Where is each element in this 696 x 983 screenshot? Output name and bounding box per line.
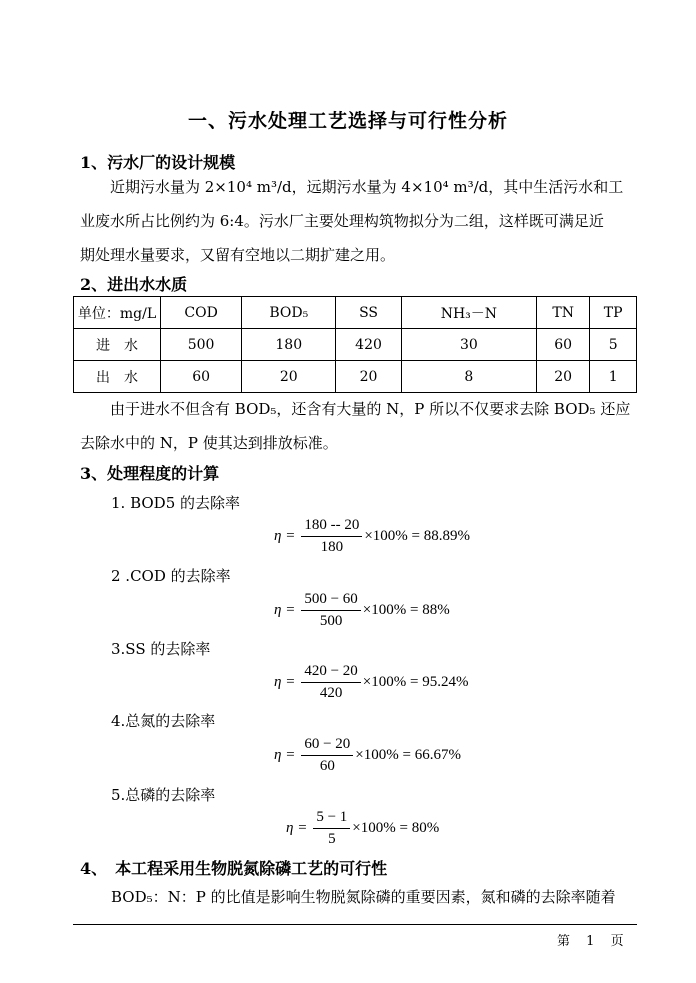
formula-rhs: ×100% = 88.89% <box>364 528 470 544</box>
formula-numerator: 60 − 20 <box>301 736 353 756</box>
table-cell: 20 <box>537 361 590 393</box>
formula <box>274 517 470 556</box>
formula-lhs: η = <box>286 820 308 836</box>
formula-lhs: η = <box>274 674 296 690</box>
page-number-value: 1 <box>586 934 595 949</box>
page-suffix: 页 <box>610 934 624 949</box>
section-2-note-line-1: 由于进水不但含有 BOD₅，还含有大量的 N，P 所以不仅要求去除 BOD₅ 还应 <box>110 400 631 418</box>
formula-rhs: ×100% = 80% <box>352 820 440 836</box>
table-cell: 5 <box>590 329 637 361</box>
formula-lhs: η = <box>274 528 296 544</box>
table-cell: 60 <box>161 361 242 393</box>
formula-denominator: 500 <box>319 613 343 629</box>
table-cell: 出 水 <box>74 361 161 393</box>
table-header-row <box>74 297 637 329</box>
table-cell: 20 <box>242 361 336 393</box>
formula <box>286 809 439 848</box>
formula-numerator: 500 − 60 <box>301 591 360 611</box>
formula-denominator: 60 <box>319 758 335 774</box>
section-2-heading: 2、进出水水质 <box>80 275 188 294</box>
footer-rule <box>73 924 637 925</box>
formula <box>274 663 468 702</box>
section-4-paragraph: BOD₅：N：P 的比值是影响生物脱氮除磷的重要因素，氮和磷的去除率随着 <box>111 888 616 906</box>
table-cell: 20 <box>336 361 401 393</box>
formula <box>274 591 450 630</box>
formula-fraction <box>301 663 360 702</box>
page-number <box>557 930 624 949</box>
formula-denominator: 420 <box>319 685 343 701</box>
formula-numerator: 420 − 20 <box>301 663 360 683</box>
calc-item-label: 3.SS 的去除率 <box>111 640 211 658</box>
formula-numerator: 180 -- 20 <box>301 517 362 537</box>
formula-fraction <box>301 591 360 630</box>
calc-item-label: 4.总氮的去除率 <box>111 712 216 730</box>
table-cell: 8 <box>401 361 536 393</box>
formula-denominator: 5 <box>328 831 336 847</box>
formula-fraction <box>301 736 353 775</box>
section-1-line-3: 期处理水量要求，又留有空地以二期扩建之用。 <box>80 246 396 264</box>
section-4-heading: 4、 本工程采用生物脱氮除磷工艺的可行性 <box>80 859 388 878</box>
table-cell: 60 <box>537 329 590 361</box>
formula-rhs: ×100% = 88% <box>362 602 450 618</box>
page-title: 一、污水处理工艺选择与可行性分析 <box>187 110 508 132</box>
section-1-line-1: 近期污水量为 2×10⁴ m³/d，远期污水量为 4×10⁴ m³/d，其中生活污水和工 <box>110 178 624 196</box>
table-cell: BOD₅ <box>242 297 336 329</box>
table-row <box>74 329 637 361</box>
table-cell: SS <box>336 297 401 329</box>
table-cell: NH₃－N <box>401 297 536 329</box>
calc-item-label: 2 .COD 的去除率 <box>111 567 231 585</box>
formula-numerator: 5 − 1 <box>313 809 350 829</box>
table-cell: TP <box>590 297 637 329</box>
table-cell: 单位：mg/L <box>74 297 161 329</box>
table-cell: 30 <box>401 329 536 361</box>
section-2-note <box>80 392 640 460</box>
section-1-paragraph <box>80 170 640 272</box>
calc-item-label: 1. BOD5 的去除率 <box>111 494 241 512</box>
table-cell: 500 <box>161 329 242 361</box>
formula-lhs: η = <box>274 747 296 763</box>
formula-fraction <box>313 809 350 848</box>
formula-rhs: ×100% = 66.67% <box>355 747 461 763</box>
formula-lhs: η = <box>274 602 296 618</box>
formula-fraction <box>301 517 362 556</box>
page-prefix: 第 <box>557 934 571 949</box>
table-cell: 进 水 <box>74 329 161 361</box>
table-cell: 180 <box>242 329 336 361</box>
calc-item-label: 5.总磷的去除率 <box>111 786 216 804</box>
table-cell: 420 <box>336 329 401 361</box>
table-cell: 1 <box>590 361 637 393</box>
section-1-heading: 1、污水厂的设计规模 <box>80 153 236 172</box>
formula-rhs: ×100% = 95.24% <box>362 674 469 690</box>
water-quality-table <box>73 296 637 393</box>
section-2-note-line-2: 去除水中的 N，P 使其达到排放标准。 <box>80 434 338 452</box>
section-3-heading: 3、处理程度的计算 <box>80 464 220 483</box>
table-cell: COD <box>161 297 242 329</box>
table-cell: TN <box>537 297 590 329</box>
formula-denominator: 180 <box>320 539 344 555</box>
formula <box>274 736 461 775</box>
section-1-line-2: 业废水所占比例约为 6:4。污水厂主要处理构筑物拟分为二组，这样既可满足近 <box>80 212 604 230</box>
table-row <box>74 361 637 393</box>
